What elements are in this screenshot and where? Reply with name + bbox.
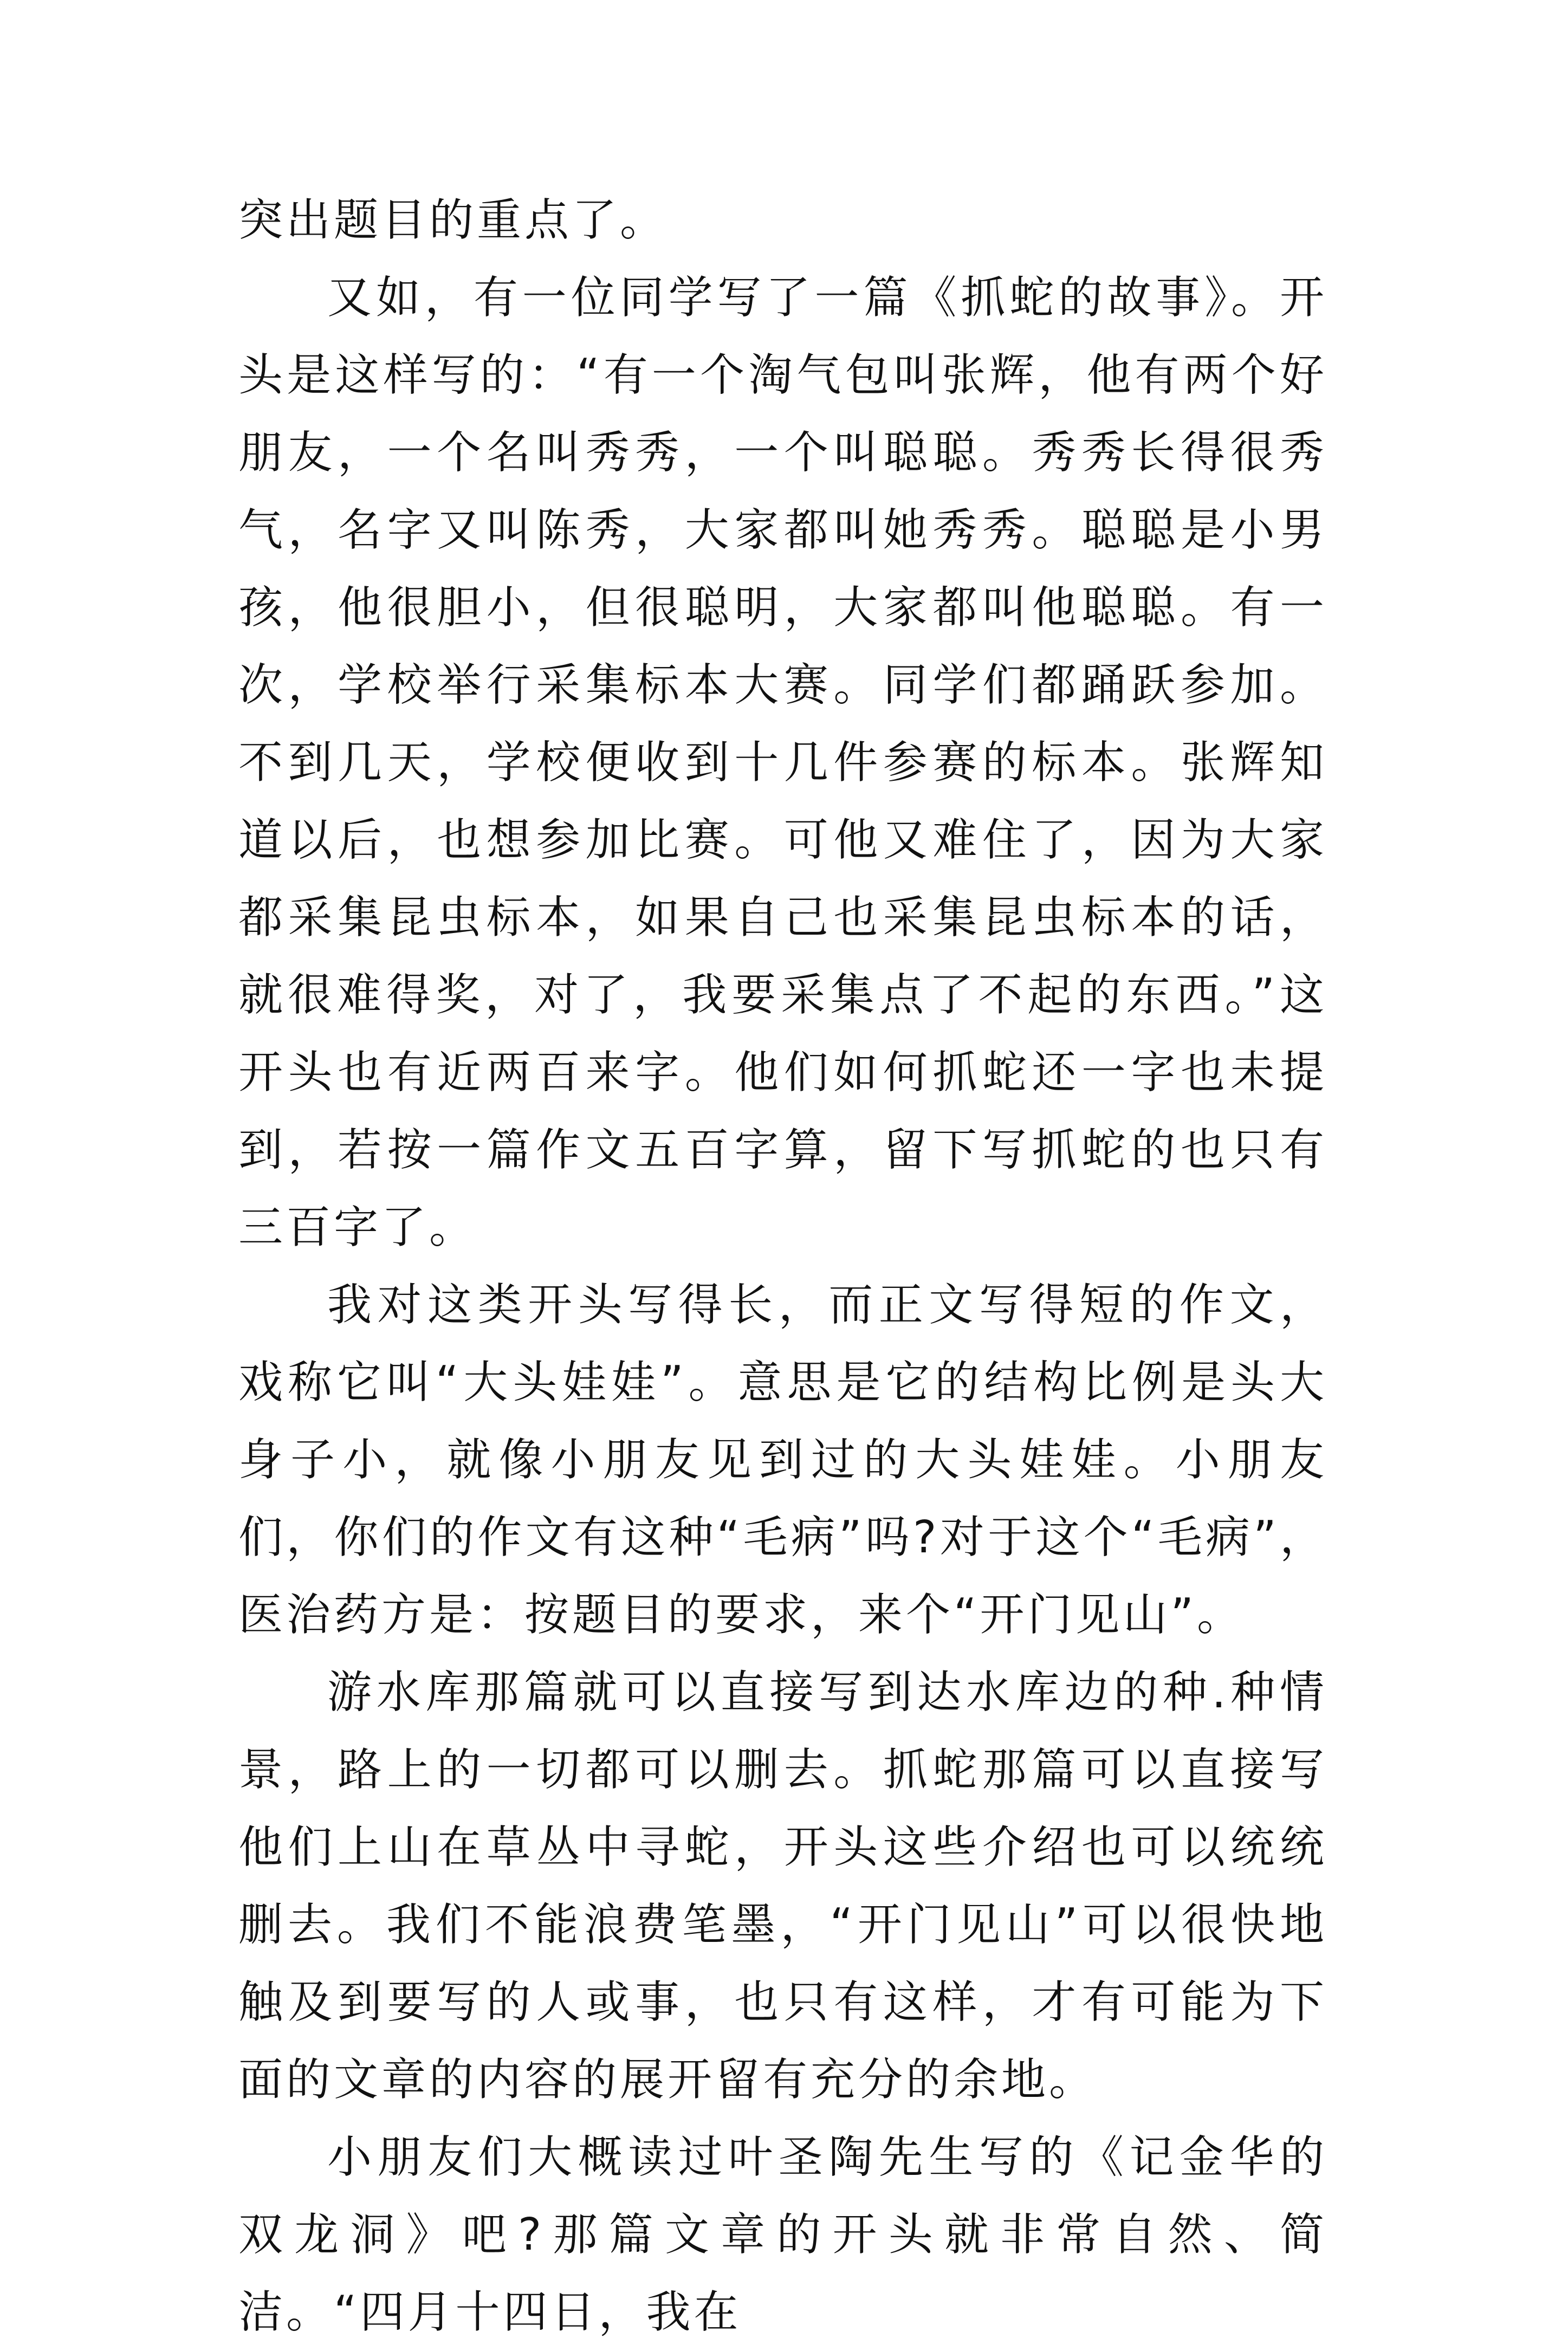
paragraph-2: 又如，有一位同学写了一篇《抓蛇的故事》。开头是这样写的：“有一个淘气包叫张辉，他有两个好朋友，一个名叫秀秀，一个叫聪聪。秀秀长得很秀气，名字又叫陈秀，大家都叫她秀秀。聪聪是小男孩，他很胆小，但很聪明，大家都叫他聪聪。有一次，学校举行采集标本大赛。同学们都踊跃参加。不到几天，学校便收到十几件参赛的标本。张辉知道以后，也想参加比赛。可他又难住了，因为大家都采集昆虫标本，如果自己也采集昆虫标本的话，就很难得奖，对了，我要采集点了不起的东西。”这开头也有近两百来字。他们如何抓蛇还一字也未提到，若按一篇作文五百字算，留下写抓蛇的也只有三百字了。	[238, 272, 1327, 1253]
paragraph-3: 我对这类开头写得长，而正文写得短的作文，戏称它叫“大头娃娃”。意思是它的结构比例是头大身子小，就像小朋友见到过的大头娃娃。小朋友们，你们的作文有这种“毛病”吗?对于这个“毛病”，医治药方是：按题目的要求，来个“开门见山”。	[238, 1279, 1327, 1641]
paragraph-5: 小朋友们大概读过叶圣陶先生写的《记金华的双龙洞》吧?那篇文章的开头就非常自然、简洁。“四月十四日，我在	[238, 2132, 1327, 2338]
paragraph-1: 突出题目的重点了。	[238, 195, 668, 246]
paragraph-4: 游水库那篇就可以直接写到达水库边的种.种情景，路上的一切都可以删去。抓蛇那篇可以直接写他们上山在草丛中寻蛇，开头这些介绍也可以统统删去。我们不能浪费笔墨，“开门见山”可以很快地触及到要写的人或事，也只有这样，才有可能为下面的文章的内容的展开留有充分的余地。	[238, 1667, 1327, 2106]
body-text	[238, 182, 1327, 2351]
